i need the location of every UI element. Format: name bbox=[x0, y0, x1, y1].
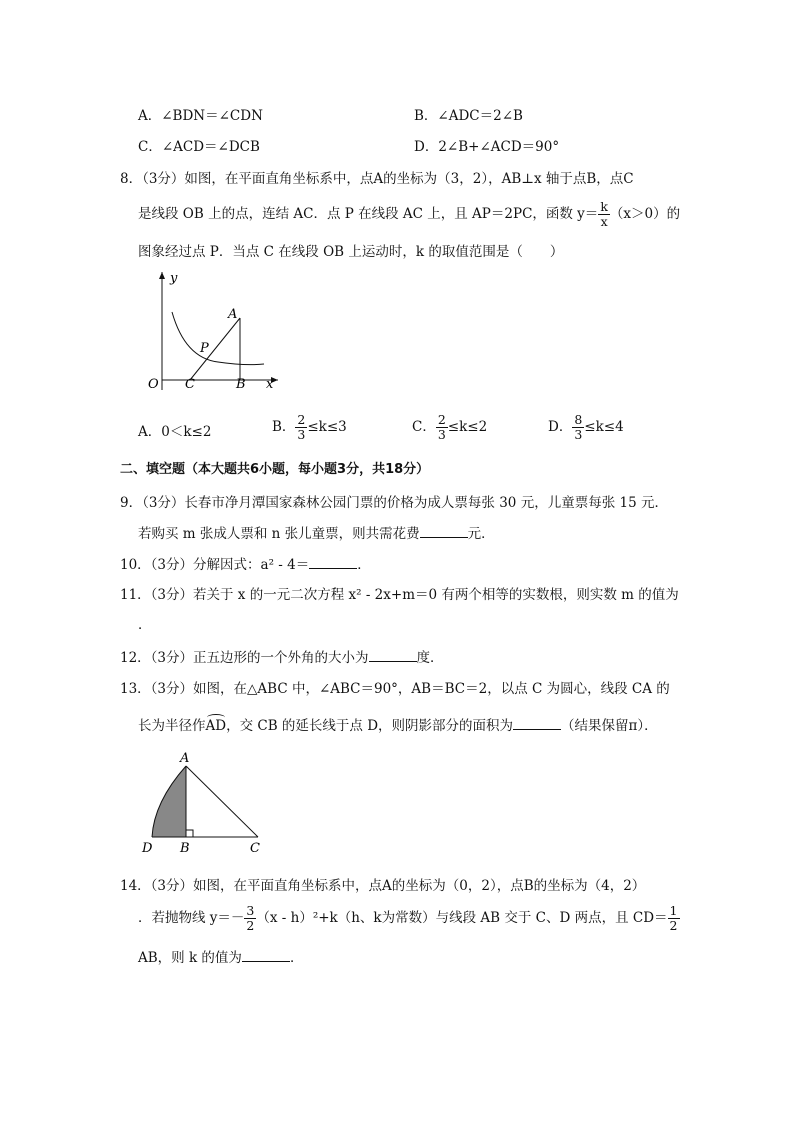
q13-line2-text-a: 长为半径作 bbox=[138, 718, 206, 734]
q8-optd-prefix: D． bbox=[548, 419, 573, 435]
q8-label-c: C bbox=[185, 377, 195, 392]
q8-label-y: y bbox=[170, 271, 178, 286]
q12-answer-blank bbox=[369, 649, 417, 662]
q8-option-a: A．0＜k≤2 bbox=[138, 424, 212, 440]
q14-frac2-num: 1 bbox=[669, 903, 678, 918]
q8-optd-num: 8 bbox=[574, 412, 583, 427]
q14-frac1-den: 2 bbox=[246, 918, 255, 933]
q14-line1: 14．（3分）如图，在平面直角坐标系中，点A的坐标为（0，2），点B的坐标为（4，2） bbox=[120, 878, 646, 894]
q8-line2-text-a: 是线段 OB 上的点，连结 AC．点 P 在线段 AC 上，且 AP＝2PC，函数 y＝ bbox=[138, 206, 599, 222]
q10-text-a: 10．（3分）分解因式：a² - 4＝ bbox=[120, 557, 310, 573]
q13-figure bbox=[138, 750, 268, 860]
section-heading-fill-in: 二、填空题（本大题共6小题，每小题3分，共18分） bbox=[120, 462, 430, 477]
q8-line1: 8．（3分）如图，在平面直角坐标系中，点A的坐标为（3，2），AB⊥x 轴于点B，点C bbox=[120, 171, 634, 187]
q13-line2 bbox=[138, 714, 658, 734]
q13-answer-blank bbox=[513, 717, 561, 730]
q12-line bbox=[120, 646, 444, 666]
q8-optd-den: 3 bbox=[574, 427, 583, 442]
q8-label-b: B bbox=[236, 377, 246, 392]
q12-text-b: 度． bbox=[416, 650, 444, 666]
q8-option-d bbox=[548, 413, 624, 442]
q8-optc-num: 2 bbox=[437, 412, 446, 427]
q8-label-o: O bbox=[148, 377, 159, 392]
q8-optd-frac bbox=[572, 413, 584, 442]
q8-optb-num: 2 bbox=[297, 412, 306, 427]
q13-label-b: B bbox=[180, 841, 190, 856]
q13-right-angle-mark bbox=[186, 830, 193, 837]
q8-frac-den: x bbox=[600, 214, 608, 229]
q14-frac2-den: 2 bbox=[669, 918, 678, 933]
q13-label-d: D bbox=[142, 841, 153, 856]
q8-fraction bbox=[598, 200, 610, 229]
q9-answer-blank bbox=[420, 525, 468, 538]
q9-line2 bbox=[138, 522, 495, 542]
q13-line2-text-c: （结果保留π）． bbox=[561, 718, 658, 734]
q8-line2-text-b: （x＞0）的 bbox=[609, 206, 681, 222]
q8-optd-suffix: ≤k≤4 bbox=[584, 419, 624, 435]
q14-frac1 bbox=[244, 904, 256, 933]
q8-line3: 图象经过点 P．当点 C 在线段 OB 上运动时，k 的取值范围是（ ） bbox=[138, 244, 564, 260]
q13-label-c: C bbox=[250, 841, 260, 856]
q9-line1: 9．（3分）长春市净月潭国家森林公园门票的价格为成人票每张 30 元，儿童票每张 15 元． bbox=[120, 495, 668, 511]
q13-label-a: A bbox=[180, 751, 190, 766]
q8-optc-prefix: C． bbox=[412, 419, 436, 435]
q10-line bbox=[120, 553, 371, 573]
q12-text-a: 12．（3分）正五边形的一个外角的大小为 bbox=[120, 650, 369, 666]
q8-optb-prefix: B． bbox=[272, 419, 296, 435]
q8-optc-den: 3 bbox=[437, 427, 446, 442]
q13-shaded-region bbox=[152, 766, 186, 837]
q10-text-b: ． bbox=[357, 557, 371, 573]
q13-line1: 13．（3分）如图，在△ABC 中，∠ABC＝90°，AB＝BC＝2，以点 C 为圆心，线段 CA 的 bbox=[120, 681, 670, 697]
q13-arc-ad: AD bbox=[205, 718, 227, 734]
q14-line2-text-b: （x - h）²+k（h、k为常数）与线段 AB 交于 C、D 两点，且 CD＝ bbox=[256, 910, 668, 926]
q14-line3-text-b: ． bbox=[289, 950, 304, 966]
q14-frac2 bbox=[668, 904, 680, 933]
q14-frac1-num: 3 bbox=[246, 903, 255, 918]
q11-line1: 11．（3分）若关于 x 的一元二次方程 x² - 2x+m＝0 有两个相等的实数根，则实数 m 的值为 bbox=[120, 587, 679, 603]
q8-optb-suffix: ≤k≤3 bbox=[307, 419, 347, 435]
q8-label-p: P bbox=[200, 341, 209, 356]
q8-optc-frac bbox=[436, 413, 448, 442]
q8-hyperbola bbox=[172, 312, 264, 365]
q8-label-a: A bbox=[228, 307, 238, 322]
q7-option-a: A．∠BDN＝∠CDN bbox=[138, 108, 263, 124]
q7-option-d: D．2∠B+∠ACD＝90° bbox=[414, 139, 560, 155]
q8-option-b bbox=[272, 413, 347, 442]
q14-answer-blank bbox=[242, 949, 290, 962]
q7-option-b: B．∠ADC＝2∠B bbox=[414, 108, 523, 124]
q10-answer-blank bbox=[309, 556, 357, 569]
q14-line2-text-a: ．若抛物线 y＝－ bbox=[138, 910, 245, 926]
q13-line2-text-b: ，交 CB 的延长线于点 D，则阴影部分的面积为 bbox=[226, 718, 514, 734]
q11-line2: ． bbox=[138, 617, 152, 633]
q8-segment-ac bbox=[190, 318, 240, 380]
q14-line3-text-a: AB，则 k 的值为 bbox=[138, 950, 242, 966]
q8-optc-suffix: ≤k≤2 bbox=[447, 419, 488, 435]
q8-y-arrow-icon bbox=[159, 272, 165, 279]
q8-option-c bbox=[412, 413, 487, 442]
q8-line2 bbox=[138, 200, 680, 229]
q8-frac-num: k bbox=[600, 199, 608, 214]
q9-line2-text-a: 若购买 m 张成人票和 n 张儿童票，则共需花费 bbox=[138, 526, 420, 542]
q8-label-x: x bbox=[266, 377, 274, 392]
q14-line2 bbox=[138, 904, 680, 933]
q9-line2-text-b: 元． bbox=[467, 526, 495, 542]
q8-optb-den: 3 bbox=[297, 427, 306, 442]
q7-option-c: C．∠ACD＝∠DCB bbox=[138, 139, 260, 155]
q13-segment-ac bbox=[186, 766, 258, 837]
q8-optb-frac bbox=[295, 413, 307, 442]
q14-line3 bbox=[138, 946, 303, 966]
q8-figure bbox=[140, 268, 280, 394]
